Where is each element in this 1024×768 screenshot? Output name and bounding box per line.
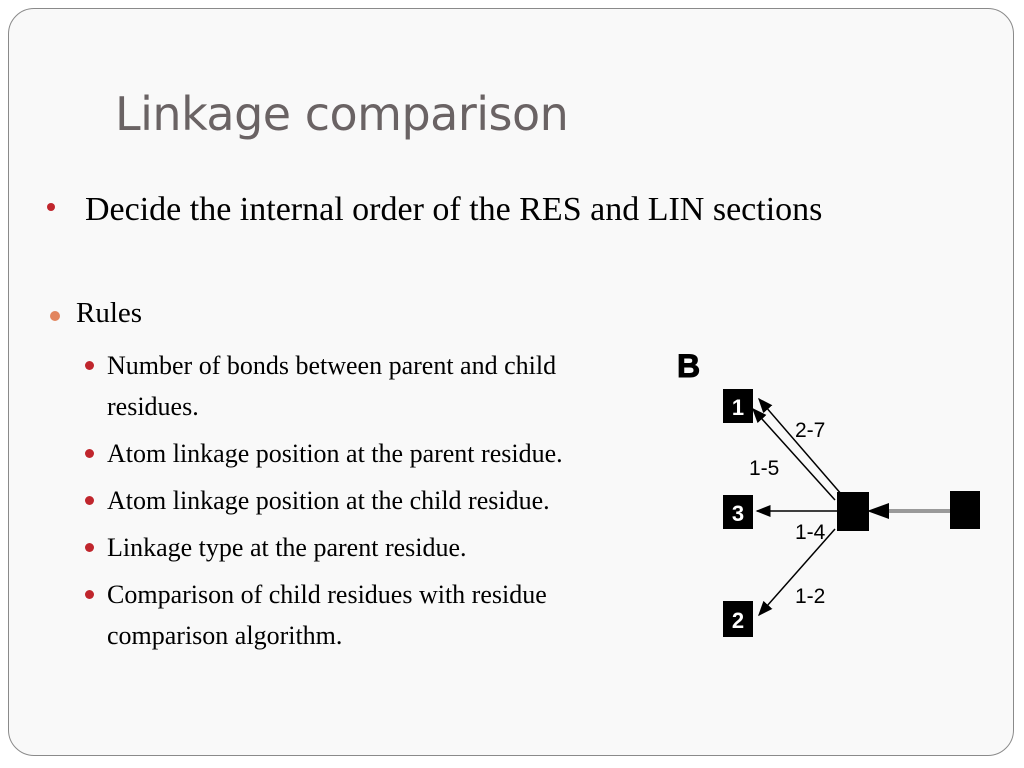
bullet-dot-icon xyxy=(85,449,94,458)
rules-bullet xyxy=(47,297,142,330)
bullet-dot-icon xyxy=(50,311,60,321)
panel-label: B xyxy=(677,348,701,384)
rule-text: Atom linkage position at the parent residue. xyxy=(107,439,563,468)
edge-label-1-5: 1-5 xyxy=(749,457,780,480)
node-1-label: 1 xyxy=(731,395,745,420)
bullet-dot-icon xyxy=(85,496,94,505)
bullet-dot-icon xyxy=(85,361,94,370)
rules-list xyxy=(83,345,643,662)
rule-text: Number of bonds between parent and child residues. xyxy=(107,351,557,421)
linkage-diagram xyxy=(667,343,987,643)
bullet-dot-icon xyxy=(85,590,94,599)
bullet-dot-icon xyxy=(85,543,94,552)
main-bullet-text: Decide the internal order of the RES and LIN sections xyxy=(85,191,823,228)
node-3-label: 3 xyxy=(731,501,745,526)
slide-title: Linkage comparison xyxy=(115,87,569,141)
rules-heading: Rules xyxy=(76,297,143,329)
rule-text: Comparison of child residues with residue comparison algorithm. xyxy=(107,580,547,650)
node-2-label: 2 xyxy=(731,608,745,633)
bullet-dot-icon xyxy=(47,203,55,211)
rule-text: Atom linkage position at the child residue. xyxy=(107,486,550,515)
rule-item xyxy=(83,574,643,656)
node-center xyxy=(837,492,869,531)
rule-text: Linkage type at the parent residue. xyxy=(107,533,467,562)
main-bullet xyxy=(47,191,822,229)
rule-item xyxy=(83,527,643,568)
rule-item xyxy=(83,433,643,474)
edge-label-2-7: 2-7 xyxy=(795,419,826,442)
rule-item xyxy=(83,480,643,521)
gray-link-arrowhead xyxy=(867,503,889,519)
edge-2-7 xyxy=(759,399,842,495)
edge-label-1-4: 1-4 xyxy=(795,521,826,544)
slide xyxy=(8,8,1014,756)
edge-label-1-2: 1-2 xyxy=(795,585,826,608)
node-right xyxy=(950,491,980,529)
rule-item xyxy=(83,345,643,427)
